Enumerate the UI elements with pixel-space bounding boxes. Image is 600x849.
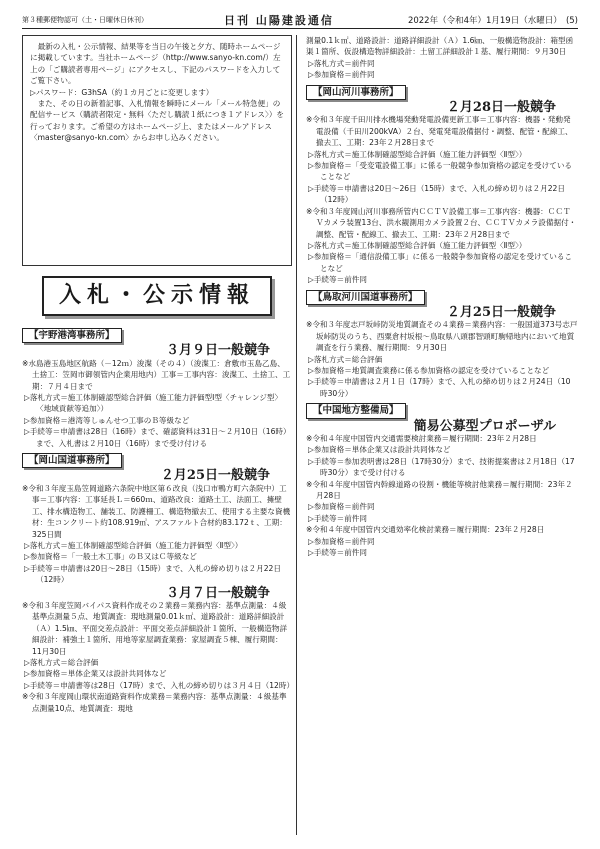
office-section <box>306 286 578 400</box>
office-section <box>306 399 578 558</box>
listing-detail: ▷手続等＝申請書は28日（16時）まで、確認資料は31日～２月10日（16時）まで、入札書は２月10日（16時）まで受け付ける <box>24 427 291 448</box>
notice-password: ▷パスワード：G3hSA（約１カ月ごとに変更します） <box>30 87 214 97</box>
section-banner: 入札・公示情報 <box>42 276 272 316</box>
listing-detail: 測量0.1ｋ㎡、道路設計：道路詳細設計（Ａ）1.6㎞、一般構造物設計：箱型函渠１箇所、仮設構造物詳細設計：土留工詳細設計１基、履行期間：９月30日 <box>306 36 574 57</box>
office-heading: 【岡山国道事務所】 <box>22 453 122 468</box>
office-heading: 【中国地方整備局】 <box>306 403 406 418</box>
office-heading: 【宇野港湾事務所】 <box>22 328 122 343</box>
listing-item: ※令和４年度中国管内幹線道路の役割・機能等検討他業務＝履行期間：23年２月28日 <box>306 479 573 501</box>
listing-detail: ▷手続等＝前件同 <box>308 513 367 523</box>
office-section <box>22 585 295 714</box>
listing-item: ※令和３年度玉島笠岡道路六条院中地区第６改良（浅口市鴨方町六条院中）工事＝工事内容：工事延長Ｌ＝660ｍ、道路改良：道路土工、法面工、擁壁工、排水構造物工、舗装工、防護柵工、構造物撤去工、使用する主要な資機材：生コンクリート約108.919㎥、アスファルト合材約83.172ｔ、工期：325日間 <box>22 483 291 539</box>
right-column <box>306 35 578 558</box>
left-column <box>22 35 295 714</box>
listing-detail: ▷参加資格＝前件同 <box>308 70 375 80</box>
office-section <box>306 35 578 81</box>
listing-detail: ▷落札方式＝施工体制確認型総合評価（施工能力評価型Ⅰ型〈チャレンジ型〉〈地域貢献等追加〉） <box>24 393 283 414</box>
listing-detail: ▷参加資格＝港湾等しゅんせつ工事のＢ等級など <box>24 415 190 425</box>
listing-detail: ▷手続等＝申請書は20日～28日（15時）まで、入札の締め切りは２月22日（12時） <box>24 563 281 585</box>
listing-item: ※令和３年度岡山環状南道路資料作成業務＝業務内容：基準点測量：４級基準点測量10点、地質調査：現地 <box>22 692 287 713</box>
listing-detail: ▷手続等＝前件同 <box>308 275 367 285</box>
newspaper-name: 日刊 山陽建設通信 <box>224 14 334 27</box>
listing-detail: ▷参加資格＝「通信設備工事」に係る一般競争参加資格の認定を受けていることなど <box>308 252 573 273</box>
listing-detail: ▷手続等＝申請書は２月１日（17時）まで、入札の締め切りは２月24日（10時30分） <box>308 377 571 398</box>
left-listings <box>22 324 295 714</box>
bid-date-heading: ３月９日一般競争 <box>165 343 270 359</box>
listing-detail: ▷落札方式＝施工体制確認型総合評価（施工能力評価型〈Ⅱ型〉） <box>308 149 527 159</box>
office-section <box>22 324 292 449</box>
listing-item: ※令和４年度中国管内交通効率化検討業務＝履行期間：23年２月28日 <box>306 525 545 535</box>
listing-detail: ▷手続等＝申請書等は28日（17時）まで、入札の締め切りは３月４日（12時） <box>24 680 295 690</box>
listing-item: ※令和３年度笠岡バイパス資料作成その２業務＝業務内容：基準点測量：４級基準点測量５点、地質調査：現地測量0.01ｋ㎡、道路設計：道路詳細設計（Ａ）1.5㎞、平面交差点設計：平面交差点詳細設計１箇所、一般構造物詳細設計：補強土１箇所、用地等家屋調査業務：家屋調査５棟、履行期間：11月30日 <box>22 600 288 656</box>
office-heading: 【鳥取河川国道事務所】 <box>306 290 425 305</box>
listing-detail: ▷落札方式＝総合評価 <box>24 657 99 667</box>
listing-detail: ▷参加資格＝「一般土木工事」のＢ又はＣ等級など <box>24 552 197 562</box>
listing-item: ※令和３年度岡山河川事務所管内ＣＣＴＶ設備工事＝工事内容：機器：ＣＣＴＶカメラ装置13台、洪水観測用カメラ設置２台、ＣＣＴＶカメラ設備据付・調整、配管・配線工、撤去工、工期：23年２月28日まで <box>306 206 577 239</box>
listing-detail: ▷落札方式＝施工体制確認型総合評価（施工能力評価型〈Ⅱ型〉） <box>24 540 243 550</box>
web-notice-box <box>22 35 292 266</box>
notice-paragraph: 最新の入札・公示情報、結果等を当日の午後と夕方、随時ホームページに掲載しています。当社ホームページ（http://www.sanyo-kn.com/）左上の「ご購読者専用ページ」にアクセスし、下記のパスワードを入力してご覧下さい。 <box>30 42 281 86</box>
listing-detail: ▷参加資格＝「受変電設備工事」に係る一般競争参加資格の認定を受けていることなど <box>308 161 573 182</box>
column-divider <box>296 35 297 835</box>
listing-item: ※令和３年度志戸坂峠防災地質調査その４業務＝業務内容：一般国道373号志戸坂峠防災のうち、西粟倉村坂根～鳥取県八頭郡智頭町駒帰地内において地質調査を行う業務、履行期間：９月30日 <box>306 320 578 353</box>
office-section <box>306 81 578 286</box>
bid-date-heading: ２月25日一般競争 <box>446 304 556 320</box>
listing-detail: ▷落札方式＝前件同 <box>308 58 375 68</box>
notice-paragraph: また、その日の新着記事、入札情報を瞬時にメール「メール特急便」の配信サービス（購読者限定・無料〈ただし購読１紙につき１アドレス〉）を行っております。ご希望の方はホームページ上、またはメールアドレス〈master@sanyo-kn.com〉からお申し込みください。 <box>30 99 285 143</box>
bid-date-heading: ２月28日一般競争 <box>446 100 556 116</box>
listing-detail: ▷手続等＝参加表明書は28日（17時30分）まで、技術提案書は２月18日（17時30分）まで受け付ける <box>308 456 575 478</box>
bid-date-heading: ３月７日一般競争 <box>165 585 270 601</box>
listing-detail: ▷手続等＝申請書は20日～26日（15時）まで、入札の締め切りは２月22日（12時） <box>308 183 565 205</box>
listing-detail: ▷参加資格＝地質調査業務に係る参加資格の認定を受けていることなど <box>308 365 550 375</box>
postal-permit: 第３種郵便物認可（土・日曜休日休刊） <box>22 16 148 24</box>
right-listings <box>306 35 578 558</box>
listing-detail: ▷手続等＝前件同 <box>308 548 367 558</box>
listing-item: ※令和４年度中国管内交通需要検討業務＝履行期間：23年２月28日 <box>306 434 537 443</box>
bid-date-heading: 簡易公募型プロポーザル <box>413 418 556 434</box>
bid-date-heading: ２月25日一般競争 <box>160 468 270 484</box>
listing-detail: ▷落札方式＝総合評価 <box>308 354 383 364</box>
listing-detail: ▷落札方式＝施工体制確認型総合評価（施工能力評価型〈Ⅱ型〉） <box>308 240 527 250</box>
office-section <box>22 449 292 585</box>
listing-detail: ▷参加資格＝前件同 <box>308 502 375 512</box>
listing-item: ※水島港玉島地区航路（－12ｍ）浚渫（その４）（浚渫工：倉敷市玉島乙島、土捨工：笠岡市御領管内企業用地内）工事＝工事内容：浚渫工、土捨工、工期：７月４日まで <box>22 358 291 391</box>
listing-item: ※令和３年度千田川排水機場発動発電設備更新工事＝工事内容：機器・発動発電設備（千田川200kVA）２台、発電発電設備据付・調整、配管・配線工、撤去工、工期：23年２月28日まで <box>306 115 573 148</box>
issue-date: 2022年（令和4年）1月19日（水曜日） (5) <box>407 16 578 26</box>
listing-detail: ▷参加資格＝単体企業又は設計共同体など <box>308 445 451 455</box>
office-heading: 【岡山河川事務所】 <box>306 85 406 100</box>
listing-detail: ▷参加資格＝前件同 <box>308 536 375 546</box>
listing-detail: ▷参加資格＝単体企業又は設計共同体など <box>24 669 167 679</box>
page-header <box>22 12 578 29</box>
